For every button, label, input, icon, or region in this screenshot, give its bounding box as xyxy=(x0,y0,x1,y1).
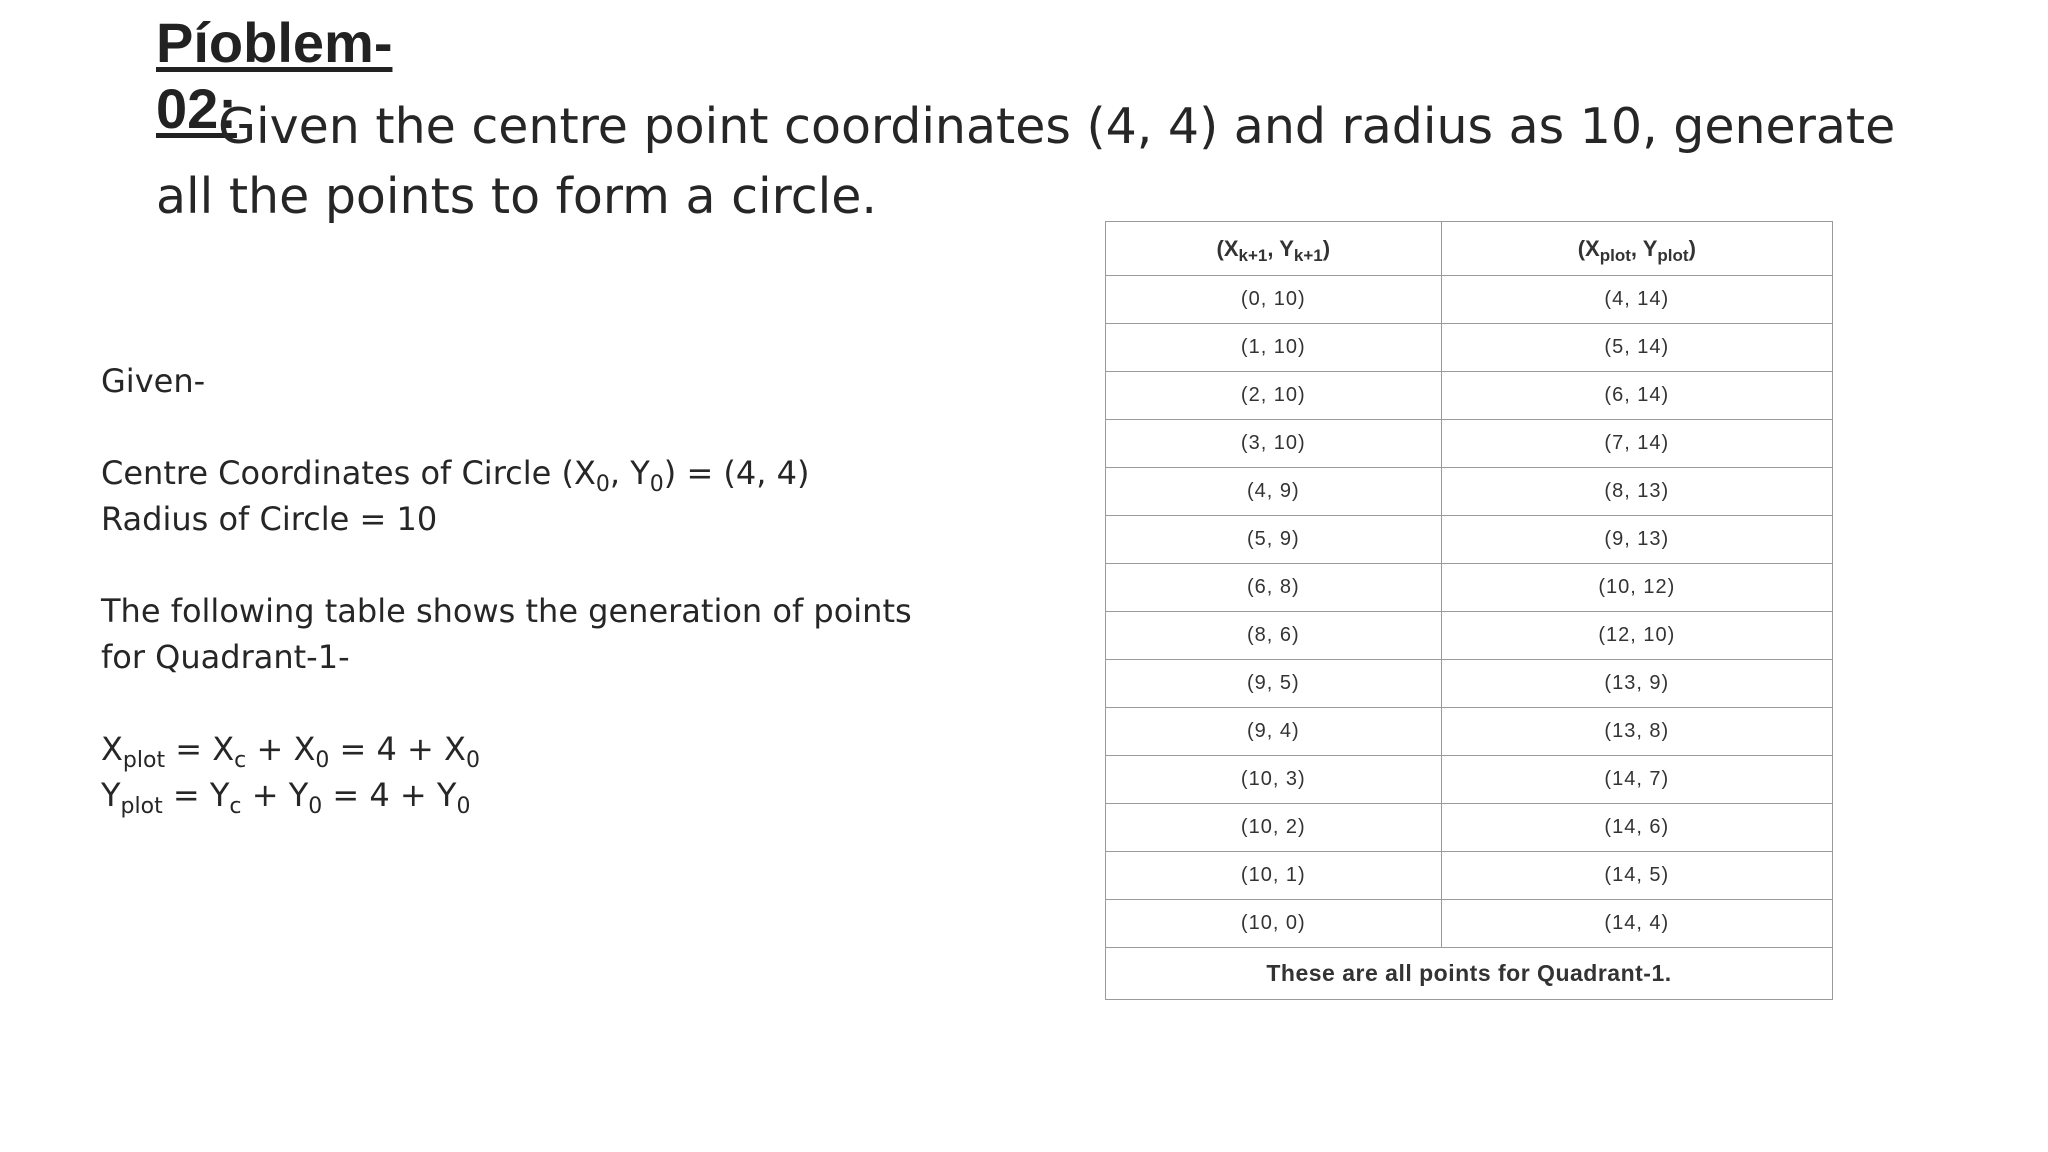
cell-k-plus-1: (10, 2) xyxy=(1106,804,1442,852)
table-intro-line-1: The following table shows the generation of points xyxy=(101,592,912,630)
cell-k-plus-1: (10, 0) xyxy=(1106,900,1442,948)
cell-plot: (5, 14) xyxy=(1441,324,1832,372)
cell-plot: (14, 6) xyxy=(1441,804,1832,852)
cell-plot: (6, 14) xyxy=(1441,372,1832,420)
radius-line: Radius of Circle = 10 xyxy=(101,500,438,538)
table-row xyxy=(1106,372,1833,420)
cell-k-plus-1: (2, 10) xyxy=(1106,372,1442,420)
cell-k-plus-1: (0, 10) xyxy=(1106,276,1442,324)
table-row xyxy=(1106,516,1833,564)
cell-plot: (12, 10) xyxy=(1441,612,1832,660)
cell-k-plus-1: (3, 10) xyxy=(1106,420,1442,468)
cell-k-plus-1: (6, 8) xyxy=(1106,564,1442,612)
table-row xyxy=(1106,564,1833,612)
cell-k-plus-1: (5, 9) xyxy=(1106,516,1442,564)
table-row xyxy=(1106,660,1833,708)
problem-statement xyxy=(156,92,1936,232)
cell-plot: (10, 12) xyxy=(1441,564,1832,612)
cell-k-plus-1: (9, 5) xyxy=(1106,660,1442,708)
quadrant-points-table xyxy=(1105,221,1833,1000)
yplot-formula: $Y_{plot} = Y_c + Y_0 = 4 + Y_0$ xyxy=(101,776,471,819)
cell-plot: (13, 9) xyxy=(1441,660,1832,708)
given-heading: Given- xyxy=(101,362,206,400)
problem-title: Píoblem-02: xyxy=(156,11,393,140)
cell-plot: (14, 5) xyxy=(1441,852,1832,900)
table-footer-note: These are all points for Quadrant-1. xyxy=(1106,948,1833,1000)
cell-plot: (4, 14) xyxy=(1441,276,1832,324)
cell-k-plus-1: (10, 1) xyxy=(1106,852,1442,900)
cell-plot: (14, 7) xyxy=(1441,756,1832,804)
given-section xyxy=(101,358,931,818)
problem-statement-text: Given the centre point coordinates (4, 4) and radius as 10, generate all the points to form a circle. xyxy=(156,98,1896,225)
cell-plot: (7, 14) xyxy=(1441,420,1832,468)
table-row xyxy=(1106,756,1833,804)
table-row xyxy=(1106,324,1833,372)
centre-coordinates-line: Centre Coordinates of Circle ($X_0$, $Y_0) = (4$, 4) xyxy=(101,454,810,497)
xplot-formula: $X_{plot} = X_c + X_0 = 4 + X_0$ xyxy=(101,730,480,773)
table-row xyxy=(1106,804,1833,852)
cell-plot: (9, 13) xyxy=(1441,516,1832,564)
table-row xyxy=(1106,468,1833,516)
header-plot: ($X_{plot}$, $Y_{plot}$) xyxy=(1441,222,1832,276)
table-body xyxy=(1106,276,1833,1000)
cell-k-plus-1: (10, 3) xyxy=(1106,756,1442,804)
cell-k-plus-1: (8, 6) xyxy=(1106,612,1442,660)
cell-plot: (14, 4) xyxy=(1441,900,1832,948)
cell-k-plus-1: (1, 10) xyxy=(1106,324,1442,372)
table-row xyxy=(1106,276,1833,324)
table-intro-line-2: for Quadrant-1- xyxy=(101,638,350,676)
table-row xyxy=(1106,708,1833,756)
header-k-plus-1: ($X_{k+1}$, $Y_{k+1}$) xyxy=(1106,222,1442,276)
cell-plot: (8, 13) xyxy=(1441,468,1832,516)
table-row xyxy=(1106,420,1833,468)
cell-k-plus-1: (9, 4) xyxy=(1106,708,1442,756)
cell-plot: (13, 8) xyxy=(1441,708,1832,756)
table-header-row xyxy=(1106,222,1833,276)
table-row xyxy=(1106,900,1833,948)
cell-k-plus-1: (4, 9) xyxy=(1106,468,1442,516)
table-row xyxy=(1106,612,1833,660)
table-footer-row xyxy=(1106,948,1833,1000)
table-row xyxy=(1106,852,1833,900)
